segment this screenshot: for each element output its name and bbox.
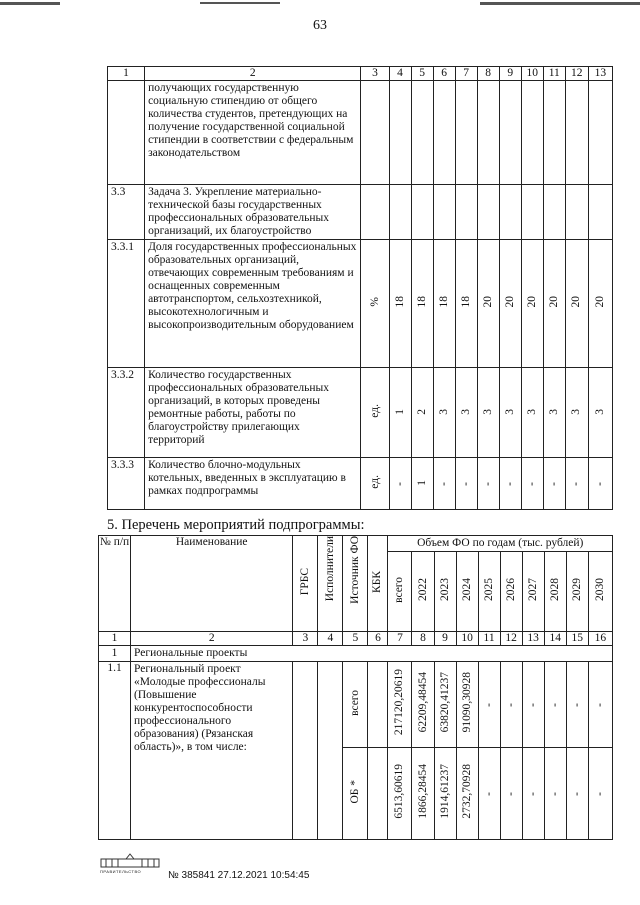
row-value: 20	[499, 240, 521, 368]
column-number: 5	[343, 632, 368, 646]
row-value: 20	[588, 240, 612, 368]
column-number: 6	[368, 632, 388, 646]
row-value: 18	[389, 240, 411, 368]
row-value	[543, 185, 565, 240]
table-row	[108, 185, 613, 240]
section-title: 5. Перечень мероприятий подпрограммы:	[107, 517, 365, 533]
column-number: 14	[544, 632, 566, 646]
row-value	[433, 81, 455, 185]
stamp-text: ПРАВИТЕЛЬСТВО	[100, 869, 142, 874]
year-header: 2027	[522, 552, 544, 632]
column-number: 4	[318, 632, 343, 646]
document-id: № 385841 27.12.2021 10:54:45	[168, 870, 310, 881]
row-value: 3	[499, 368, 521, 458]
row-value: 3	[543, 368, 565, 458]
amount-cell: 6513,60619	[388, 748, 412, 840]
column-number: 10	[456, 632, 478, 646]
row-unit	[361, 185, 389, 240]
amount-cell: -	[588, 748, 612, 840]
table-row	[108, 458, 613, 510]
amount-cell: -	[544, 748, 566, 840]
item-name: Региональный проект «Молодые профессионалы (Повышение конкурентоспособности профессионального образования) (Рязанская область)», в том числе:	[131, 662, 293, 840]
row-value	[499, 185, 521, 240]
scan-artifact	[0, 2, 60, 5]
amount-cell: 1866,28454	[412, 748, 434, 840]
row-code: 3.3	[108, 185, 145, 240]
year-header: 2025	[478, 552, 500, 632]
amount-cell: -	[522, 748, 544, 840]
page-number: 63	[313, 18, 327, 33]
column-number: 9	[434, 632, 456, 646]
header-name: Наименование	[131, 536, 293, 632]
group-name: Региональные проекты	[131, 646, 613, 662]
item-grbs	[293, 662, 318, 840]
scan-artifact	[200, 2, 280, 4]
row-value: 20	[521, 240, 543, 368]
column-header: 13	[588, 67, 612, 81]
row-value	[588, 185, 612, 240]
row-value	[588, 81, 612, 185]
header-number: № п/п	[99, 536, 131, 632]
row-value	[389, 185, 411, 240]
row-value	[455, 185, 477, 240]
column-number: 7	[388, 632, 412, 646]
amount-cell: -	[566, 748, 588, 840]
row-value: 20	[565, 240, 588, 368]
row-value: 18	[433, 240, 455, 368]
column-number: 11	[478, 632, 500, 646]
column-number: 16	[588, 632, 612, 646]
column-number: 13	[522, 632, 544, 646]
row-value	[411, 81, 433, 185]
row-value	[477, 185, 499, 240]
row-value: 18	[411, 240, 433, 368]
row-text: Задача 3. Укрепление материально-технической базы государственных профессиональных образовательных организаций, их благоустройство	[145, 185, 361, 240]
row-code: 3.3.1	[108, 240, 145, 368]
year-header: 2029	[566, 552, 588, 632]
row-text: Количество государственных профессиональных образовательных организаций, в которых проведены ремонтные работы, работы по благоустройству прилегающих территорий	[145, 368, 361, 458]
row-code: 3.3.2	[108, 368, 145, 458]
column-header: 3	[361, 67, 389, 81]
column-header: 11	[543, 67, 565, 81]
column-number: 8	[412, 632, 434, 646]
row-value: 20	[477, 240, 499, 368]
amount-cell: -	[478, 662, 500, 748]
column-number: 3	[293, 632, 318, 646]
amount-cell: 62209,48454	[412, 662, 434, 748]
amount-cell: -	[500, 748, 522, 840]
year-header: 2023	[434, 552, 456, 632]
row-value: 3	[521, 368, 543, 458]
header-kbk: КБК	[368, 536, 388, 632]
amount-cell: -	[522, 662, 544, 748]
column-number: 15	[566, 632, 588, 646]
header-volume: Объем ФО по годам (тыс. рублей)	[388, 536, 613, 552]
kbk-cell	[368, 662, 388, 748]
header-source: Источник ФО	[343, 536, 368, 632]
row-value	[477, 81, 499, 185]
amount-cell: 217120,20619	[388, 662, 412, 748]
row-code: 3.3.3	[108, 458, 145, 510]
column-header: 6	[433, 67, 455, 81]
row-value: 3	[433, 368, 455, 458]
row-text: Количество блочно-модульных котельных, введенных в эксплуатацию в рамках подпрограммы	[145, 458, 361, 510]
column-header: 8	[477, 67, 499, 81]
kbk-cell	[368, 748, 388, 840]
amount-cell: 1914,61237	[434, 748, 456, 840]
column-header: 12	[565, 67, 588, 81]
column-number: 1	[99, 632, 131, 646]
year-header: всего	[388, 552, 412, 632]
column-header: 10	[521, 67, 543, 81]
year-header: 2026	[500, 552, 522, 632]
row-code	[108, 81, 145, 185]
funding-source: ОБ *	[343, 748, 368, 840]
column-header: 9	[499, 67, 521, 81]
column-number: 2	[131, 632, 293, 646]
row-value: -	[389, 458, 411, 510]
row-value	[521, 81, 543, 185]
row-value: 2	[411, 368, 433, 458]
column-header: 5	[411, 67, 433, 81]
row-value	[565, 185, 588, 240]
amount-cell: -	[566, 662, 588, 748]
group-number: 1	[99, 646, 131, 662]
row-value: -	[433, 458, 455, 510]
row-unit: %	[361, 240, 389, 368]
funding-source: всего	[343, 662, 368, 748]
row-value: -	[521, 458, 543, 510]
row-value	[389, 81, 411, 185]
row-value	[565, 81, 588, 185]
header-grbs: ГРБС	[293, 536, 318, 632]
column-header: 7	[455, 67, 477, 81]
indicators-table	[107, 66, 613, 510]
row-value	[411, 185, 433, 240]
column-header: 4	[389, 67, 411, 81]
table-row	[108, 81, 613, 185]
amount-cell: 91090,30928	[456, 662, 478, 748]
amount-cell: 2732,70928	[456, 748, 478, 840]
row-value: -	[565, 458, 588, 510]
row-value: -	[543, 458, 565, 510]
row-text: Доля государственных профессиональных образовательных организаций, отвечающих современным требованиям и оснащенных современным автотранспортом, сельхозтехникой, высокотехнологичным и высокопроизводительным оборудованием	[145, 240, 361, 368]
year-header: 2030	[588, 552, 612, 632]
row-value: 20	[543, 240, 565, 368]
row-value: -	[477, 458, 499, 510]
row-value	[455, 81, 477, 185]
row-unit: ед.	[361, 458, 389, 510]
row-value: 1	[389, 368, 411, 458]
row-value: -	[455, 458, 477, 510]
amount-cell: -	[588, 662, 612, 748]
row-value: -	[588, 458, 612, 510]
header-executors: Исполнители	[318, 536, 343, 632]
row-value: 3	[477, 368, 499, 458]
row-value	[433, 185, 455, 240]
row-value: 1	[411, 458, 433, 510]
column-header: 1	[108, 67, 145, 81]
table-row	[108, 368, 613, 458]
row-value: 3	[588, 368, 612, 458]
amount-cell: -	[544, 662, 566, 748]
year-header: 2022	[412, 552, 434, 632]
column-number: 12	[500, 632, 522, 646]
row-value: -	[499, 458, 521, 510]
amount-cell: 63820,41237	[434, 662, 456, 748]
column-header: 2	[145, 67, 361, 81]
amount-cell: -	[478, 748, 500, 840]
amount-cell: -	[500, 662, 522, 748]
row-value	[543, 81, 565, 185]
row-value	[499, 81, 521, 185]
item-number: 1.1	[99, 662, 131, 840]
row-value: 3	[565, 368, 588, 458]
row-unit: ед.	[361, 368, 389, 458]
year-header: 2024	[456, 552, 478, 632]
scan-artifact	[480, 2, 640, 5]
government-stamp-icon	[100, 853, 160, 869]
year-header: 2028	[544, 552, 566, 632]
item-executors	[318, 662, 343, 840]
row-value	[521, 185, 543, 240]
row-unit	[361, 81, 389, 185]
row-text: получающих государственную социальную стипендию от общего количества студентов, претендующих на получение государственной социальной стипендии в соответствии с федеральным законодательством	[145, 81, 361, 185]
table-row	[108, 240, 613, 368]
row-value: 3	[455, 368, 477, 458]
activities-table	[98, 535, 613, 840]
row-value: 18	[455, 240, 477, 368]
